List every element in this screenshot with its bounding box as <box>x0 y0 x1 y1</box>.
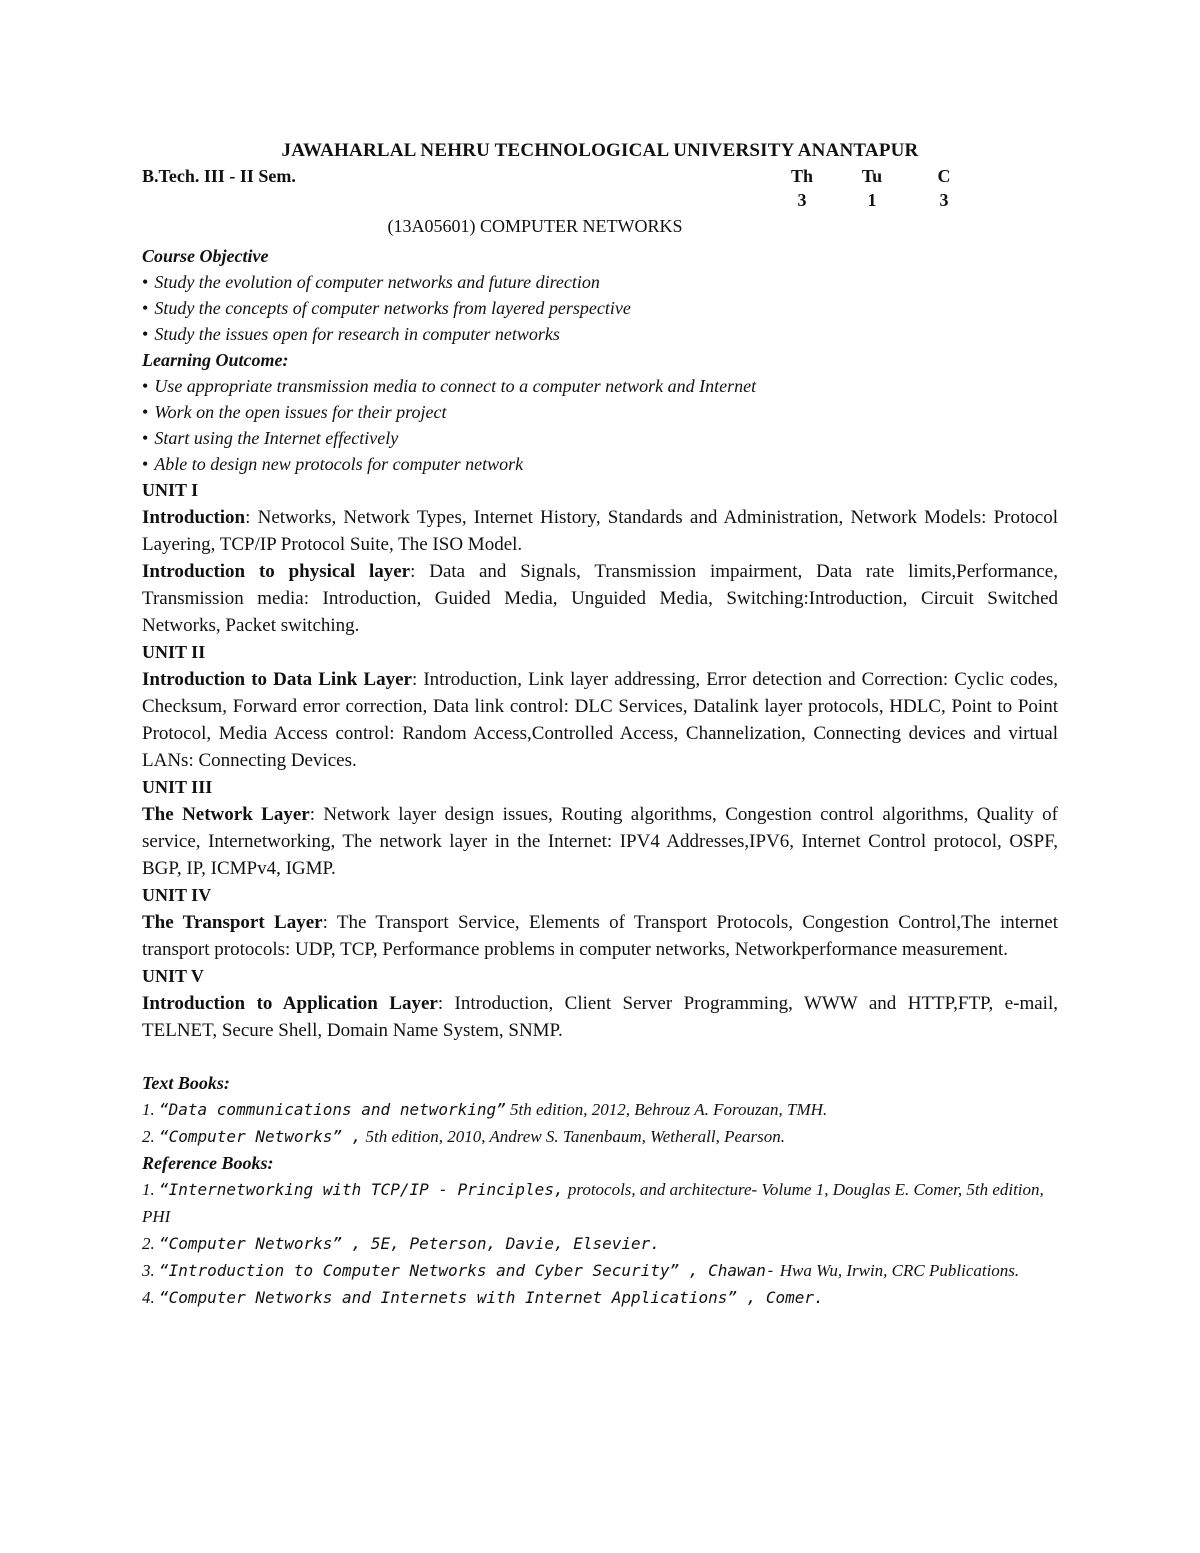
book-title: “Data communications and networking” <box>159 1100 506 1119</box>
book-details: Hwa Wu, Irwin, CRC Publications. <box>775 1261 1020 1280</box>
list-item: • Able to design new protocols for computer network <box>142 451 1058 477</box>
list-item: • Study the issues open for research in computer networks <box>142 321 1058 347</box>
credit-value-c: 3 <box>939 190 949 210</box>
book-number: 1. <box>142 1100 155 1119</box>
unit-3-heading: UNIT III <box>142 777 213 797</box>
unit-1-topic-2 <box>142 558 1058 639</box>
reference-books-heading: Reference Books: <box>142 1153 274 1173</box>
objective-heading: Course Objective <box>142 246 269 266</box>
topic-text: : Introduction, Link layer addressing, Error detection and Correction: Cyclic codes, Checksum, Forward error correction, Data link control: DLC Services, Datalink layer protocols, HDLC, Point to Point Protocol, Media Access control: Random Access,Controlled Access, Channelization, Connecting devices and virtual LANs: Connecting Devices. <box>142 669 1058 771</box>
unit-5-heading: UNIT V <box>142 966 204 986</box>
reference-book-3 <box>142 1257 1058 1284</box>
semester-row <box>142 166 1058 190</box>
book-title: “Internetworking with TCP/IP - Principles, <box>159 1180 564 1199</box>
books-section <box>142 1070 1058 1311</box>
text-books-heading: Text Books: <box>142 1073 230 1093</box>
book-number: 2. <box>142 1234 155 1253</box>
course-title: (13A05601) COMPUTER NETWORKS <box>387 216 683 236</box>
reference-book-2 <box>142 1230 1058 1257</box>
outcome-list <box>142 373 1058 477</box>
unit-4-heading: UNIT IV <box>142 885 212 905</box>
text-book-1 <box>142 1096 1058 1123</box>
unit-2-heading: UNIT II <box>142 642 206 662</box>
book-title: “Computer Networks and Internets with Internet Applications” , Comer. <box>159 1288 824 1307</box>
reference-book-4 <box>142 1284 1058 1311</box>
book-details: protocols, and architecture- Volume 1, Douglas E. Comer, 5th edition, PHI <box>142 1180 1044 1226</box>
topic-text: : Network layer design issues, Routing algorithms, Congestion control algorithms, Quality of service, Internetworking, The network layer in the Internet: IPV4 Addresses,IPV6, Internet Control protocol, OSPF, BGP, IP, ICMPv4, IGMP. <box>142 804 1058 879</box>
topic-text: : Introduction, Client Server Programming, WWW and HTTP,FTP, e-mail, TELNET, Secure Shell, Domain Name System, SNMP. <box>142 993 1058 1041</box>
topic-text: : Networks, Network Types, Internet History, Standards and Administration, Network Models: Protocol Layering, TCP/IP Protocol Suite, The ISO Model. <box>142 507 1058 555</box>
credit-label-tu: Tu <box>861 166 883 186</box>
topic-heading: The Transport Layer <box>142 912 323 933</box>
list-item: • Study the concepts of computer networks from layered perspective <box>142 295 1058 321</box>
university-name: JAWAHARLAL NEHRU TECHNOLOGICAL UNIVERSITY ANANTAPUR <box>281 140 919 161</box>
text-book-2 <box>142 1123 1058 1150</box>
semester-label: B.Tech. III - II Sem. <box>142 166 296 186</box>
credit-label-c: C <box>937 166 951 186</box>
topic-heading: Introduction to physical layer <box>142 561 411 582</box>
book-details: 5th edition, 2012, Behrouz A. Forouzan, TMH. <box>505 1100 828 1119</box>
topic-text: : Data and Signals, Transmission impairment, Data rate limits,Performance, Transmission media: Introduction, Guided Media, Unguided Media, Switching:Introduction, Circuit Switched Networks, Packet switching. <box>142 561 1058 636</box>
topic-text: : The Transport Service, Elements of Transport Protocols, Congestion Control,The internet transport protocols: UDP, TCP, Performance problems in computer networks, Networkperformance measurement. <box>142 912 1058 960</box>
book-number: 3. <box>142 1261 155 1280</box>
credit-label-th: Th <box>790 166 814 186</box>
book-number: 4. <box>142 1288 155 1307</box>
list-item: • Use appropriate transmission media to connect to a computer network and Internet <box>142 373 1058 399</box>
credit-value-tu: 1 <box>867 190 877 210</box>
topic-heading: Introduction to Data Link Layer <box>142 669 412 690</box>
book-number: 2. <box>142 1127 155 1146</box>
credit-values-row <box>142 190 1058 214</box>
book-number: 1. <box>142 1180 155 1199</box>
book-details: 5th edition, 2010, Andrew S. Tanenbaum, Wetherall, Pearson. <box>361 1127 786 1146</box>
book-title: “Computer Networks” , <box>159 1127 362 1146</box>
unit-4-topic-1 <box>142 909 1058 963</box>
objective-list <box>142 269 1058 347</box>
syllabus-page <box>142 140 1058 1311</box>
book-title: “Introduction to Computer Networks and Cyber Security” , Chawan- <box>159 1261 776 1280</box>
unit-5-topic-1 <box>142 990 1058 1044</box>
unit-2-topic-1 <box>142 666 1058 774</box>
unit-3-topic-1 <box>142 801 1058 882</box>
reference-book-1 <box>142 1176 1058 1230</box>
topic-heading: Introduction <box>142 507 246 528</box>
list-item: • Work on the open issues for their project <box>142 399 1058 425</box>
unit-1-heading: UNIT I <box>142 480 199 500</box>
outcome-heading: Learning Outcome: <box>142 350 289 370</box>
book-title: “Computer Networks” , 5E, Peterson, Davie, Elsevier. <box>159 1234 660 1253</box>
list-item: • Study the evolution of computer networks and future direction <box>142 269 1058 295</box>
topic-heading: The Network Layer <box>142 804 310 825</box>
topic-heading: Introduction to Application Layer <box>142 993 438 1014</box>
unit-1-topic-1 <box>142 504 1058 558</box>
list-item: • Start using the Internet effectively <box>142 425 1058 451</box>
credit-value-th: 3 <box>797 190 807 210</box>
